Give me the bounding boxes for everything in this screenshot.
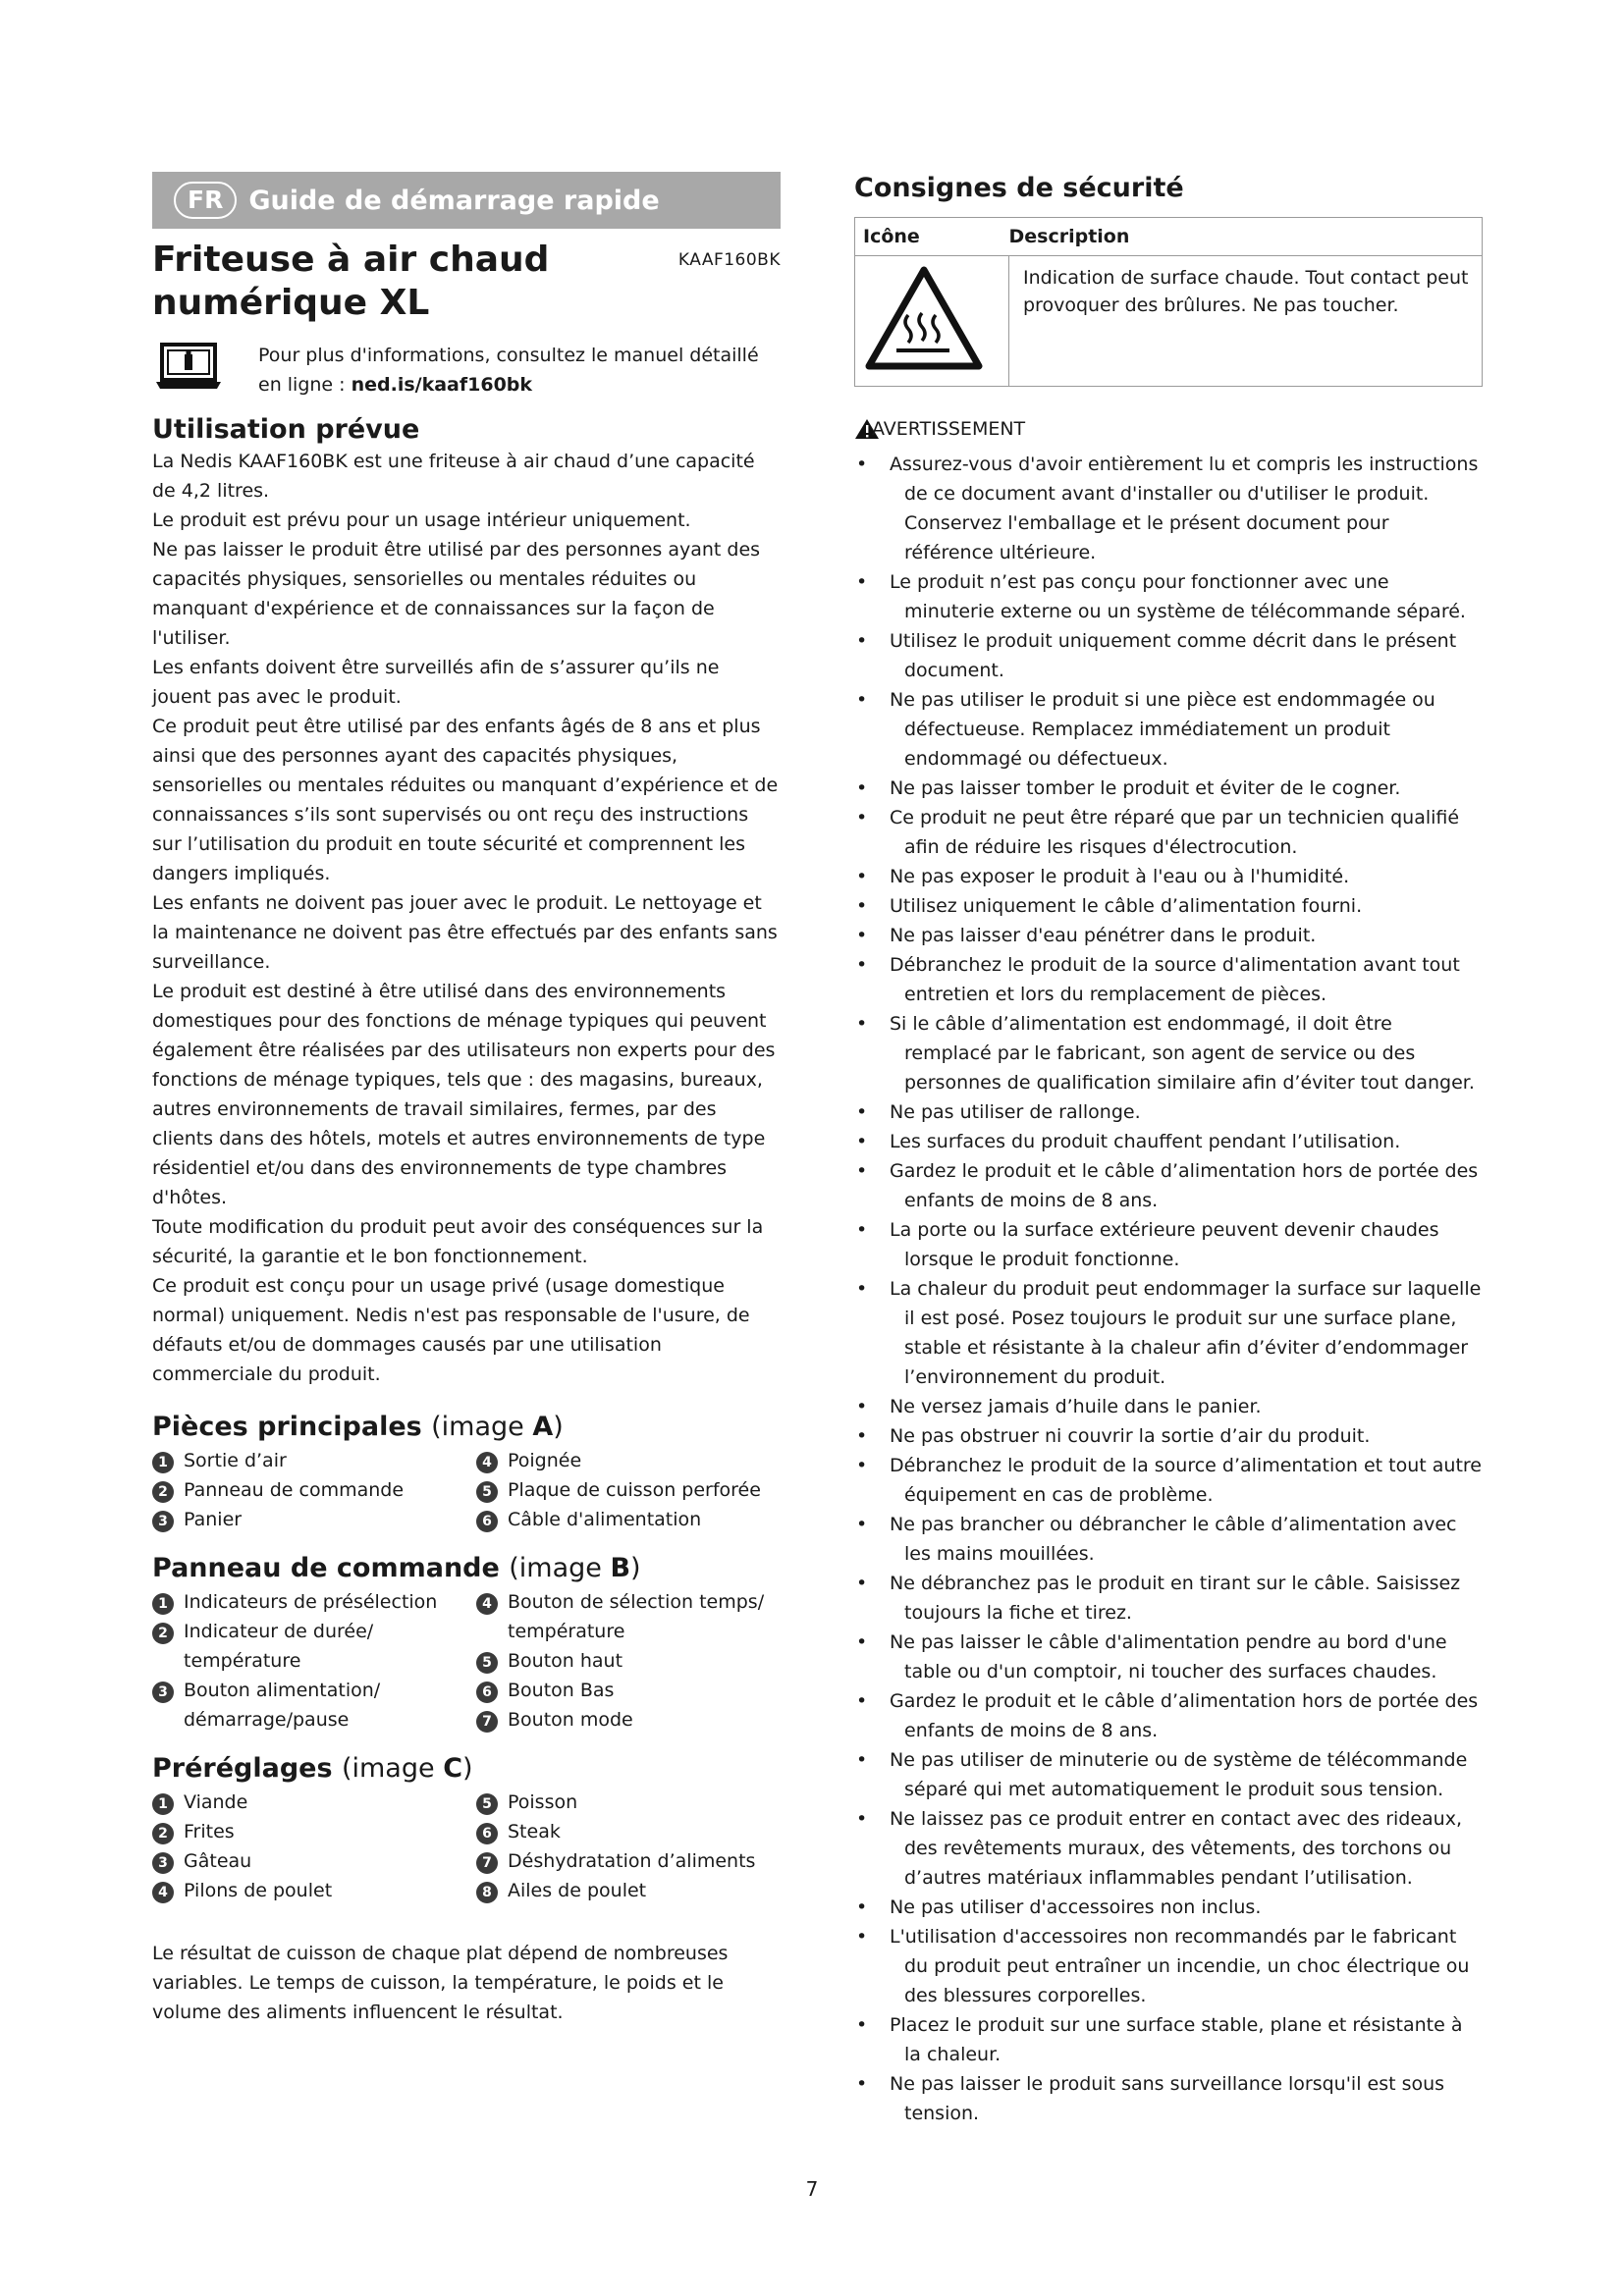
- section-control-panel: [152, 1552, 781, 1735]
- list-item: [476, 1587, 781, 1646]
- list-item: • Ne pas utiliser d'accessoires non inclus.: [854, 1893, 1483, 1922]
- page-number: 7: [805, 2177, 819, 2201]
- preset-label: Steak: [508, 1821, 561, 1842]
- section-main-parts: [152, 1411, 781, 1534]
- list-item: [152, 1876, 476, 1905]
- part-label: Poignée: [508, 1450, 582, 1471]
- number-badge: 5: [476, 1793, 498, 1815]
- safety-heading: Consignes de sécurité: [854, 173, 1184, 203]
- hot-surface-icon: [863, 264, 985, 374]
- number-badge: 2: [152, 1623, 174, 1644]
- control-panel-image-ref: (image B): [509, 1553, 641, 1583]
- list-item: [476, 1475, 781, 1505]
- list-item: [476, 1505, 781, 1534]
- safety-bullet-list: [854, 450, 1483, 2128]
- preset-label: Déshydratation d’aliments: [508, 1850, 756, 1872]
- list-item: • Ne pas utiliser de rallonge.: [854, 1097, 1483, 1127]
- list-item: [152, 1446, 476, 1475]
- number-badge: 1: [152, 1793, 174, 1815]
- part-label: Bouton Bas: [508, 1680, 615, 1701]
- list-item: • Ne versez jamais d’huile dans le panier.: [854, 1392, 1483, 1421]
- number-badge: 3: [152, 1511, 174, 1532]
- number-badge: 1: [152, 1452, 174, 1473]
- list-item: • Si le câble d’alimentation est endommagé, il doit être remplacé par le fabricant, son agent de service ou des personnes de qualification similaire afin d’éviter tout danger.: [854, 1009, 1483, 1097]
- product-title-line1: Friteuse à air chaud: [152, 240, 550, 280]
- intended-use-paragraph: Ce produit est conçu pour un usage privé (usage domestique normal) uniquement. Nedis n'est pas responsable de l'usure, de défauts et/ou de dommages causés par une utilisation commerciale du produit.: [152, 1275, 750, 1385]
- list-item: • Gardez le produit et le câble d’alimentation hors de portée des enfants de moins de 8 ans.: [854, 1686, 1483, 1745]
- list-item: [152, 1617, 476, 1676]
- list-item: • Débranchez le produit de la source d’alimentation et tout autre équipement en cas de problème.: [854, 1451, 1483, 1510]
- list-item: [152, 1676, 476, 1735]
- control-panel-heading: [152, 1552, 781, 1585]
- online-manual-info: [152, 341, 781, 400]
- list-item: • Ne laissez pas ce produit entrer en contact avec des rideaux, des revêtements muraux, des vêtements, des torchons ou d’autres matériaux inflammables pendant l’utilisation.: [854, 1804, 1483, 1893]
- main-parts-heading: [152, 1411, 781, 1444]
- intended-use-paragraph: Ne pas laisser le produit être utilisé par des personnes ayant des capacités physiques, sensorielles ou mentales réduites ou manquant d'expérience et de connaissances sur la façon de l'utiliser.: [152, 539, 761, 649]
- list-item: • Ne pas laisser tomber le produit et éviter de le cogner.: [854, 774, 1483, 803]
- presets-image-ref: (image C): [341, 1753, 473, 1784]
- list-item: • Placez le produit sur une surface stable, plane et résistante à la chaleur.: [854, 2010, 1483, 2069]
- number-badge: 3: [152, 1682, 174, 1703]
- number-badge: 2: [152, 1823, 174, 1844]
- part-label: Sortie d’air: [184, 1450, 287, 1471]
- left-column: [152, 172, 781, 2027]
- preset-label: Pilons de poulet: [184, 1880, 333, 1901]
- main-parts-list: [152, 1446, 781, 1534]
- presets-list: [152, 1788, 781, 1905]
- laptop-icon: [154, 341, 223, 392]
- list-item: [152, 1817, 476, 1846]
- number-badge: 7: [476, 1711, 498, 1733]
- number-badge: 1: [152, 1593, 174, 1615]
- control-panel-left-list: [152, 1587, 476, 1735]
- list-item: • Ne pas obstruer ni couvrir la sortie d’air du produit.: [854, 1421, 1483, 1451]
- list-item: • Utilisez uniquement le câble d’alimentation fourni.: [854, 891, 1483, 921]
- intended-use-paragraph: Les enfants doivent être surveillés afin de s’assurer qu’ils ne jouent pas avec le produit.: [152, 657, 720, 708]
- number-badge: 4: [476, 1593, 498, 1615]
- column-description-header: [1009, 218, 1483, 256]
- product-title: [152, 239, 549, 325]
- presets-heading: [152, 1752, 781, 1786]
- number-badge: 8: [476, 1882, 498, 1903]
- control-panel-list: [152, 1587, 781, 1735]
- intended-use-paragraph: La Nedis KAAF160BK est une friteuse à air chaud d’une capacité de 4,2 litres.: [152, 451, 755, 502]
- list-item: • Ne pas exposer le produit à l'eau ou à l'humidité.: [854, 862, 1483, 891]
- list-item: [476, 1646, 781, 1676]
- intended-use-paragraph: Les enfants ne doivent pas jouer avec le produit. Le nettoyage et la maintenance ne doivent pas être effectués par des enfants sans surveillance.: [152, 892, 778, 973]
- main-parts-title: Pièces principales: [152, 1412, 422, 1442]
- right-column: [854, 172, 1483, 2128]
- list-item: [476, 1846, 781, 1876]
- warning-label: AVERTISSEMENT: [872, 418, 1026, 440]
- number-badge: 3: [152, 1852, 174, 1874]
- preset-label: Frites: [184, 1821, 235, 1842]
- intended-use-heading: Utilisation prévue: [152, 414, 420, 445]
- banner-title: Guide de démarrage rapide: [248, 185, 660, 216]
- part-label: Câble d'alimentation: [508, 1509, 702, 1530]
- manual-link[interactable]: ned.is/kaaf160bk: [351, 374, 533, 396]
- list-item: • Les surfaces du produit chauffent pendant l’utilisation.: [854, 1127, 1483, 1156]
- list-item: [476, 1788, 781, 1817]
- number-badge: 6: [476, 1511, 498, 1532]
- product-header: [152, 239, 781, 325]
- symbol-table-header: [855, 218, 1483, 256]
- product-title-line2: numérique XL: [152, 283, 430, 323]
- section-intended-use: [152, 413, 781, 1389]
- preset-label: Viande: [184, 1791, 248, 1813]
- list-item: • Assurez-vous d'avoir entièrement lu et compris les instructions de ce document avant d'installer ou d'utiliser le produit. Conservez l'emballage et le présent document pour référence ultérieure.: [854, 450, 1483, 567]
- language-banner: [152, 172, 781, 229]
- list-item: • Le produit n’est pas conçu pour fonctionner avec une minuterie externe ou un système de télécommande séparé.: [854, 567, 1483, 626]
- part-label: Plaque de cuisson perforée: [508, 1479, 761, 1501]
- preset-label: Poisson: [508, 1791, 578, 1813]
- hot-surface-description: Indication de surface chaude. Tout contact peut provoquer des brûlures. Ne pas toucher.: [1023, 267, 1469, 316]
- list-item: • Utilisez le produit uniquement comme décrit dans le présent document.: [854, 626, 1483, 685]
- description-column-label: Description: [1008, 226, 1130, 247]
- warning-header: [854, 416, 1483, 442]
- presets-title: Préréglages: [152, 1753, 333, 1784]
- model-number: KAAF160BK: [677, 250, 781, 270]
- list-item: • Ne pas utiliser de minuterie ou de système de télécommande séparé qui met automatiquement le produit sous tension.: [854, 1745, 1483, 1804]
- list-item: [152, 1505, 476, 1534]
- number-badge: 5: [476, 1481, 498, 1503]
- list-item: • Ne pas laisser le câble d'alimentation pendre au bord d'une table ou d'un comptoir, ni toucher des surfaces chaudes.: [854, 1628, 1483, 1686]
- language-badge: FR: [174, 182, 237, 219]
- list-item: • L'utilisation d'accessoires non recommandés par le fabricant du produit peut entraîner un incendie, un choc électrique ou des blessures corporelles.: [854, 1922, 1483, 2010]
- control-panel-right-list: [476, 1587, 781, 1735]
- number-badge: 6: [476, 1682, 498, 1703]
- number-badge: 2: [152, 1481, 174, 1503]
- part-label: Bouton de sélection temps/ température: [508, 1591, 765, 1642]
- column-icon-header: [855, 218, 1009, 256]
- list-item: [152, 1475, 476, 1505]
- cooking-result-text: Le résultat de cuisson de chaque plat dépend de nombreuses variables. Le temps de cuisson, la température, le poids et le volume des aliments influencent le résultat.: [152, 1943, 729, 2023]
- section-cooking-result: [152, 1939, 781, 2027]
- intended-use-paragraph: Toute modification du produit peut avoir des conséquences sur la sécurité, la garantie et le bon fonctionnement.: [152, 1216, 764, 1267]
- list-item: [476, 1446, 781, 1475]
- preset-label: Ailes de poulet: [508, 1880, 647, 1901]
- list-item: [476, 1817, 781, 1846]
- list-item: [152, 1788, 476, 1817]
- preset-label: Gâteau: [184, 1850, 252, 1872]
- part-label: Bouton mode: [508, 1709, 633, 1731]
- info-sentence: Pour plus d'informations, consultez le manuel détaillé en ligne :: [258, 345, 759, 396]
- intended-use-paragraph: Le produit est prévu pour un usage intérieur uniquement.: [152, 509, 691, 531]
- number-badge: 6: [476, 1823, 498, 1844]
- list-item: [476, 1676, 781, 1705]
- list-item: • Ne pas brancher ou débrancher le câble d’alimentation avec les mains mouillées.: [854, 1510, 1483, 1569]
- part-label: Indicateur de durée/ température: [184, 1621, 374, 1672]
- list-item: [476, 1876, 781, 1905]
- list-item: • La porte ou la surface extérieure peuvent devenir chaudes lorsque le produit fonctionne.: [854, 1215, 1483, 1274]
- part-label: Panier: [184, 1509, 243, 1530]
- info-text: [258, 341, 769, 400]
- icon-column-label: Icône: [863, 226, 920, 247]
- section-presets: [152, 1752, 781, 1905]
- list-item: • Gardez le produit et le câble d’alimentation hors de portée des enfants de moins de 8 ans.: [854, 1156, 1483, 1215]
- list-item: [152, 1846, 476, 1876]
- number-badge: 4: [152, 1882, 174, 1903]
- list-item: • Débranchez le produit de la source d'alimentation avant tout entretien et lors du remplacement de pièces.: [854, 950, 1483, 1009]
- list-item: • Ne pas utiliser le produit si une pièce est endommagée ou défectueuse. Remplacez immédiatement un produit endommagé ou défectueux.: [854, 685, 1483, 774]
- control-panel-title: Panneau de commande: [152, 1553, 500, 1583]
- part-label: Panneau de commande: [184, 1479, 405, 1501]
- list-item: [152, 1587, 476, 1617]
- list-item: • La chaleur du produit peut endommager la surface sur laquelle il est posé. Posez toujours le produit sur une surface plane, stable et résistante à la chaleur afin d’éviter d’endommager l’environnement du produit.: [854, 1274, 1483, 1392]
- list-item: • Ne pas laisser d'eau pénétrer dans le produit.: [854, 921, 1483, 950]
- part-label: Bouton haut: [508, 1650, 623, 1672]
- hot-surface-cell: [855, 256, 1009, 387]
- list-item: [476, 1705, 781, 1735]
- list-item: • Ce produit ne peut être réparé que par un technicien qualifié afin de réduire les risques d'électrocution.: [854, 803, 1483, 862]
- number-badge: 4: [476, 1452, 498, 1473]
- number-badge: 5: [476, 1652, 498, 1674]
- table-row: [855, 256, 1483, 387]
- part-label: Bouton alimentation/ démarrage/pause: [184, 1680, 381, 1731]
- main-parts-image-ref: (image A): [431, 1412, 564, 1442]
- intended-use-paragraph: Le produit est destiné à être utilisé dans des environnements domestiques pour des fonctions de ménage typiques qui peuvent également être réalisées par des utilisateurs non experts pour des fonctions de ménage typiques, tels que : des magasins, bureaux, autres environnements de travail similaires, fermes, par des clients dans des hôtels, motels et autres environnements de type résidentiel et/ou dans des environnements de type chambres d'hôtes.: [152, 981, 776, 1208]
- number-badge: 7: [476, 1852, 498, 1874]
- intended-use-paragraph: Ce produit peut être utilisé par des enfants âgés de 8 ans et plus ainsi que des personnes ayant des capacités physiques, sensorielles ou mentales réduites ou manquant d’expérience et de connaissances s’ils sont supervisés ou ont reçu des instructions sur l’utilisation du produit en toute sécurité et comprennent les dangers impliqués.: [152, 716, 779, 884]
- list-item: • Ne débranchez pas le produit en tirant sur le câble. Saisissez toujours la fiche et tirez.: [854, 1569, 1483, 1628]
- part-label: Indicateurs de présélection: [184, 1591, 438, 1613]
- symbol-table: [854, 217, 1483, 387]
- list-item: • Ne pas laisser le produit sans surveillance lorsqu'il est sous tension.: [854, 2069, 1483, 2128]
